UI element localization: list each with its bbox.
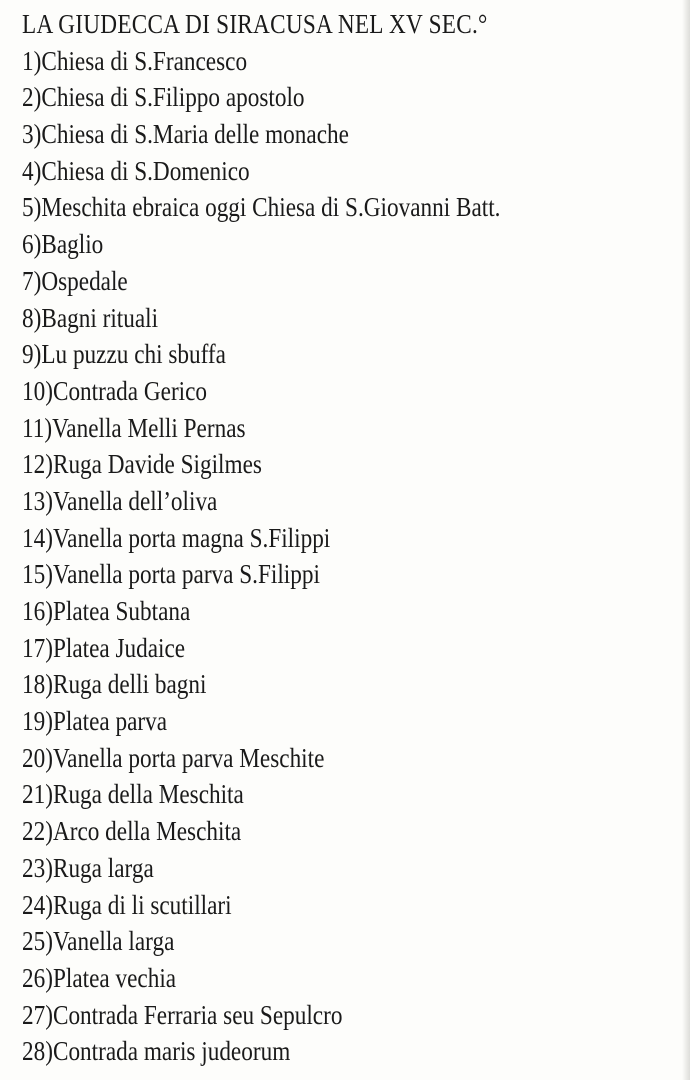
legend-entry-15: 15)Vanella porta parva S.Filippi: [22, 559, 320, 590]
legend-list: [22, 43, 590, 1070]
legend-entry-21: 21)Ruga della Meschita: [22, 779, 244, 810]
legend-entry-16: 16)Platea Subtana: [22, 596, 191, 627]
legend-entry-14: 14)Vanella porta magna S.Filippi: [22, 522, 331, 553]
legend-entry-25: 25)Vanella larga: [22, 926, 175, 957]
legend-entry-7: 7)Ospedale: [22, 265, 128, 296]
legend-entry-1: 1)Chiesa di S.Francesco: [22, 45, 248, 76]
legend-entry-19: 19)Platea parva: [22, 706, 168, 737]
legend-entry-11: 11)Vanella Melli Pernas: [22, 412, 246, 443]
legend-entry-3: 3)Chiesa di S.Maria delle monache: [22, 119, 349, 150]
legend-entry-27: 27)Contrada Ferraria seu Sepulcro: [22, 999, 343, 1030]
legend-entry-13: 13)Vanella dell’oliva: [22, 485, 218, 516]
legend-entry-9: 9)Lu puzzu chi sbuffa: [22, 339, 226, 370]
legend-entry-10: 10)Contrada Gerico: [22, 375, 208, 406]
legend-entry-2: 2)Chiesa di S.Filippo apostolo: [22, 82, 305, 113]
document-title: LA GIUDECCA DI SIRACUSA NEL XV SEC.°: [22, 9, 488, 39]
legend-entry-24: 24)Ruga di li scutillari: [22, 889, 232, 920]
legend-entry-18: 18)Ruga delli bagni: [22, 669, 207, 700]
legend-entry-20: 20)Vanella porta parva Meschite: [22, 742, 325, 773]
legend-entry-8: 8)Bagni rituali: [22, 302, 159, 333]
legend-entry-23: 23)Ruga larga: [22, 852, 154, 883]
legend-entry-12: 12)Ruga Davide Sigilmes: [22, 449, 262, 480]
legend-entry-17: 17)Platea Judaice: [22, 632, 186, 663]
legend-entry-22: 22)Arco della Meschita: [22, 816, 242, 847]
legend-entry-6: 6)Baglio: [22, 229, 104, 260]
legend-document: [22, 6, 590, 1070]
page-edge-shadow: [682, 0, 690, 1080]
legend-entry-26: 26)Platea vechia: [22, 962, 177, 993]
legend-entry-4: 4)Chiesa di S.Domenico: [22, 155, 250, 186]
legend-entry-5: 5)Meschita ebraica oggi Chiesa di S.Giovanni Batt.: [22, 192, 501, 223]
legend-entry-28: 28)Contrada maris judeorum: [22, 1036, 291, 1067]
